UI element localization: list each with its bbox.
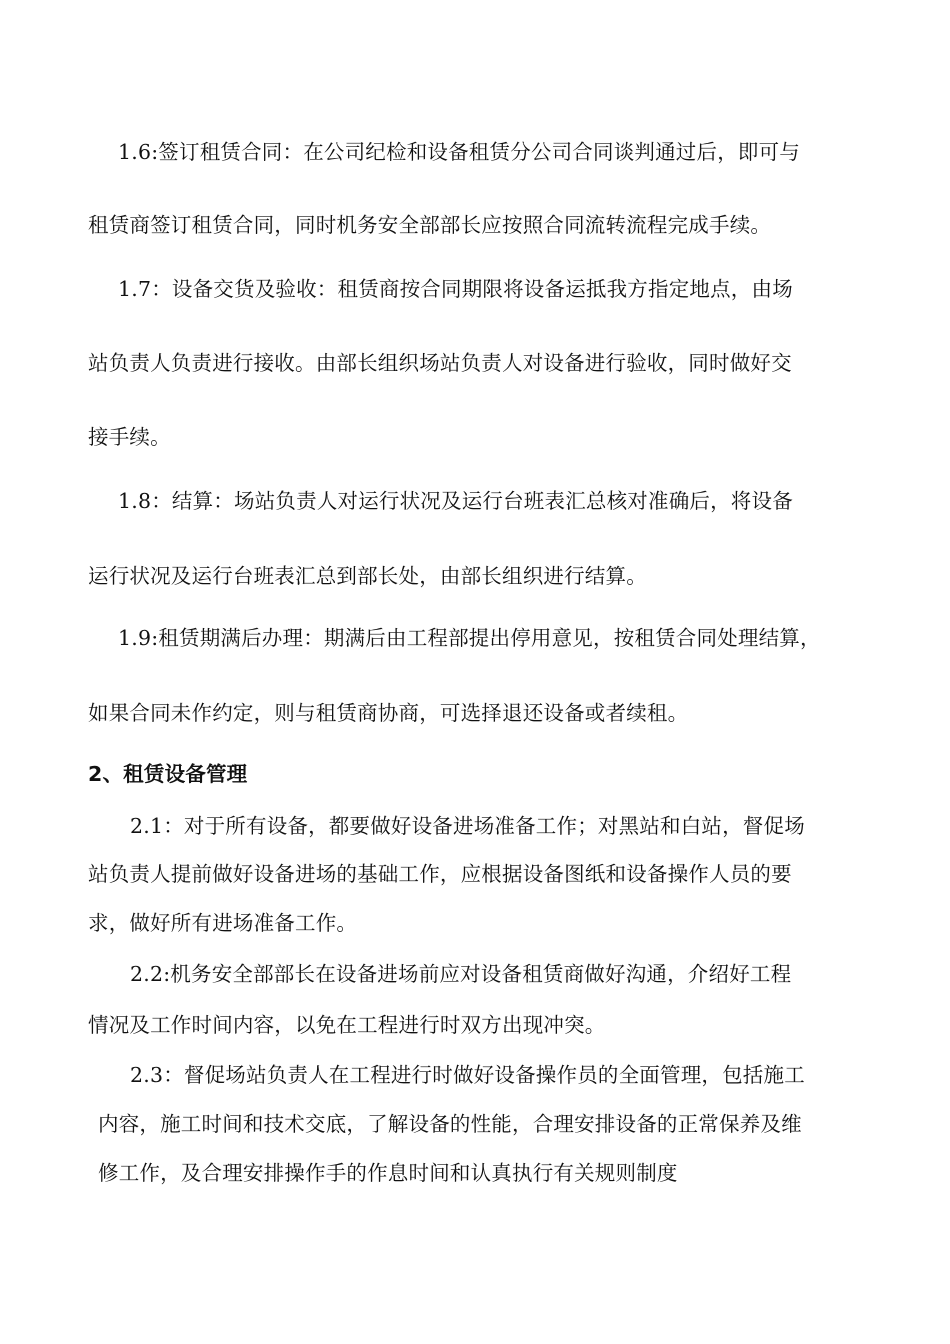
paragraph-2-3-line-3: 修工作，及合理安排操作手的作息时间和认真执行有关规则制度 (98, 1161, 678, 1185)
paragraph-1-7-line-2: 站负责人负责进行接收。由部长组织场站负责人对设备进行验收，同时做好交 (88, 351, 792, 375)
paragraph-1-6-line-1: 1.6:签订租赁合同：在公司纪检和设备租赁分公司合同谈判通过后，即可与 (118, 140, 801, 164)
paragraph-2-3-line-1: 2.3：督促场站负责人在工程进行时做好设备操作员的全面管理，包括施工 (130, 1063, 805, 1087)
paragraph-2-1-line-3: 求，做好所有进场准备工作。 (88, 911, 358, 935)
paragraph-2-2-line-1: 2.2:机务安全部部长在设备进场前应对设备租赁商做好沟通，介绍好工程 (130, 962, 792, 986)
paragraph-2-2-line-2: 情况及工作时间内容，以免在工程进行时双方出现冲突。 (88, 1013, 606, 1037)
paragraph-1-8-line-1: 1.8：结算：场站负责人对运行状况及运行台班表汇总核对准确后，将设备 (118, 489, 793, 513)
paragraph-1-9-line-2: 如果合同未作约定，则与租赁商协商，可选择退还设备或者续租。 (88, 701, 689, 725)
paragraph-1-6-line-2: 租赁商签订租赁合同，同时机务安全部部长应按照合同流转流程完成手续。 (88, 213, 772, 237)
paragraph-2-1-line-1: 2.1：对于所有设备，都要做好设备进场准备工作；对黑站和白站，督促场 (130, 814, 805, 838)
paragraph-1-7-line-3: 接手续。 (88, 425, 171, 449)
paragraph-1-9-line-1: 1.9:租赁期满后办理：期满后由工程部提出停用意见，按租赁合同处理结算， (118, 626, 821, 650)
paragraph-2-3-line-2: 内容，施工时间和技术交底，了解设备的性能，合理安排设备的正常保养及维 (98, 1112, 802, 1136)
paragraph-2-1-line-2: 站负责人提前做好设备进场的基础工作，应根据设备图纸和设备操作人员的要 (88, 862, 792, 886)
paragraph-1-7-line-1: 1.7：设备交货及验收：租赁商按合同期限将设备运抵我方指定地点，由场 (118, 277, 793, 301)
paragraph-1-8-line-2: 运行状况及运行台班表汇总到部长处，由部长组织进行结算。 (88, 564, 647, 588)
section-2-heading: 2、租赁设备管理 (88, 762, 248, 786)
